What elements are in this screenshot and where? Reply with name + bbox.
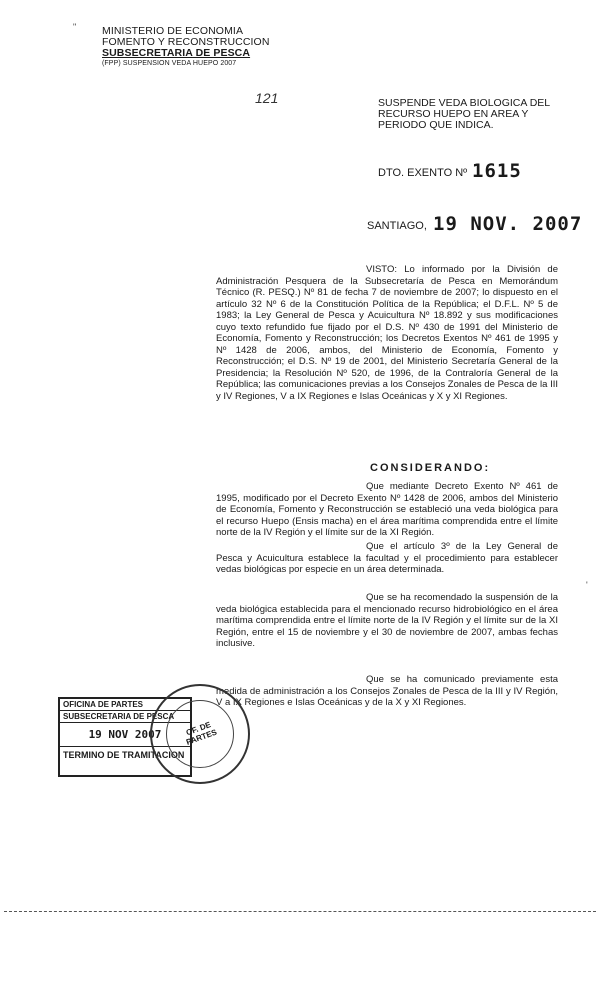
header-line-1: MINISTERIO DE ECONOMIA [102,25,244,37]
stamp-line-1: OFICINA DE PARTES [60,699,190,711]
header-line-2: FOMENTO Y RECONSTRUCCION [102,36,270,48]
decree-number: 1615 [472,160,522,182]
header-line-3: SUBSECRETARIA DE PESCA [102,47,251,59]
scan-mark: ' [586,580,588,590]
considerando-item [216,481,558,539]
considerando-text: de 1995, modificado por el Decreto Exento Nº 1428 de 2006, ambos del Ministerio de Economía, Fomento y Reconstrucción se estableció una veda biológica para el recurso Huepo (Ensis macha) en el área marítima comprendida entre el límite norte de la IV Región y el límite sur de la XI Región. [216,481,559,538]
folio-number: 121 [255,90,279,106]
page-divider [4,911,596,913]
round-seal [150,684,250,784]
stamp-line-2: SUBSECRETARIA DE PESCA [60,711,190,723]
considerando-text: Pesca y Acuicultura establece la facultad y el procedimiento para establecer vedas biológicas por especie en un área determinada. [216,552,558,575]
considerando-item [216,592,558,650]
seal-text: OF. DE PARTES [184,720,219,747]
stamp-date: 19 NOV 2007 [60,723,190,747]
visto-paragraph [216,264,558,402]
decree-subject: SUSPENDE VEDA BIOLOGICA DEL RECURSO HUEPO EN AREA Y PERIODO QUE INDICA. [378,97,550,131]
visto-lead: VISTO: [366,264,397,275]
decree-date: 19 NOV. 2007 [433,213,583,235]
considerando-text: suspensión de la veda biológica establecida para el mencionado recurso hidrobiológico en el área marítima comprendida entre el límite norte de la IV Región y el límite sur de la XI Región, entre el 15 de noviembre y el 30 de noviembre de 2007, ambas fechas inclusive. [216,592,559,649]
considerando-lead: Que el artículo 3º de la Ley General de [366,541,558,552]
visto-text: Lo informado por la División de Administración Pesquera de la Subsecretaría de Pesca en Memorándum Técnico (R. PESQ.) Nº 81 de fecha 7 de noviembre de 2007; lo dispuesto en el artículo 32 Nº 6 de la Constitución Política de la República; el D.F.L. Nº 5 de 1983; la Ley General de Pesca y Acuicultura Nº 18.892 y sus modificaciones cuyo texto refundido fue fijado por el D.S. Nº 430 de 1991 del Ministerio de Economía, Fomento y Reconstrucción; los Decretos Exentos Nº 461 de 1995 y Nº 1428 de 2006, ambos, del Ministerio de Economía, Fomento y Reconstrucción; el D.S. Nº 19 de 2001, del Ministerio Secretaría General de la Presidencia; la Resolución Nº 520, de 1996, de la Contraloría General de la República; las comunicaciones previas a los Consejos Zonales de Pesca de la III y IV Regiones, V a IX Regiones e Islas Oceánicas y X y XI Regiones. [216,264,559,402]
decree-label: DTO. EXENTO Nº [378,167,468,179]
scan-mark: " [73,22,77,32]
considerando-text: esta medida de administración a los Consejos Zonales de Pesca de la III y IV Región, V a IX Regiones e Islas Oceánicas y de la X y XI Regiones. [216,674,559,708]
considerando-item [216,674,558,709]
stamp-line-3: TERMINO DE TRAMITACION [63,750,185,760]
considerando-lead: Que mediante Decreto Exento Nº 461 [366,481,542,492]
considerando-lead: Que se ha comunicado previamente [366,674,534,685]
considerando-lead: Que se ha recomendado la [366,592,483,603]
place-label: SANTIAGO, [367,220,427,232]
ministry-header [102,26,270,68]
considerando-title: CONSIDERANDO: [370,462,491,474]
considerando-item [216,541,558,576]
header-line-4: (FPP) SUSPENSION VEDA HUEPO 2007 [102,60,237,67]
